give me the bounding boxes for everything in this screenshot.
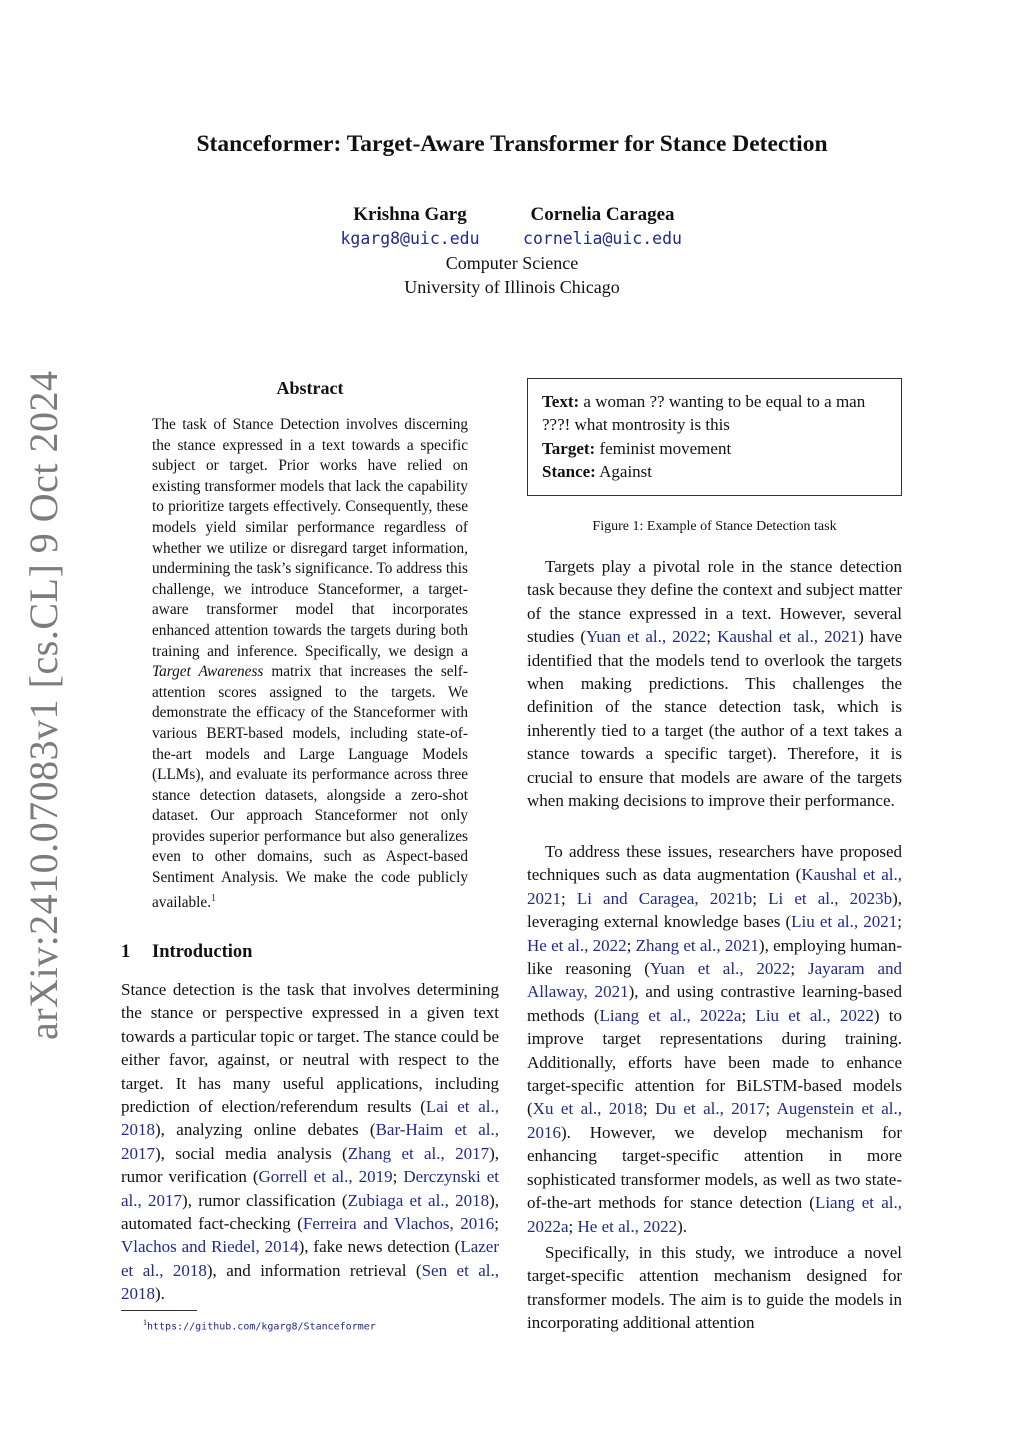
citation-link[interactable]: Liu et al., 2022 — [755, 1005, 874, 1025]
author-1 — [335, 203, 485, 251]
author-2 — [510, 203, 695, 251]
paragraph-text: ; — [561, 888, 577, 908]
citation-link[interactable]: Yuan et al., 2022 — [585, 627, 707, 647]
paragraph-text: Targets play a pivotal role in the stance detection task because they define the context and subject matter of the stance expressed in a text. However, several studies ( — [527, 557, 902, 647]
citation-link[interactable]: Kaushal et al., 2021 — [527, 865, 902, 908]
citation-link[interactable]: Jayaram and Allaway, 2021 — [527, 959, 902, 1002]
citation-link[interactable]: Lazer et al., 2018 — [121, 1237, 499, 1280]
paragraph-text: ), fake news detection ( — [298, 1237, 461, 1257]
citation-link[interactable]: Li and Caragea, 2021b — [576, 888, 753, 908]
paragraph-text: ), analyzing online debates ( — [155, 1120, 376, 1140]
citation-link[interactable]: Kaushal et al., 2021 — [717, 627, 859, 647]
section-heading-introduction — [121, 942, 252, 963]
intro-paragraph-1 — [121, 978, 499, 1306]
affiliation-university: University of Illinois Chicago — [404, 277, 620, 297]
citation-link[interactable]: Zhang et al., 2017 — [347, 1143, 490, 1163]
paragraph-text: ), rumor classification ( — [182, 1190, 348, 1210]
footnote — [143, 1316, 376, 1334]
affiliation — [0, 251, 1024, 299]
author-1-name: Krishna Garg — [353, 204, 467, 225]
paragraph-text: ), leveraging external knowledge bases ( — [527, 888, 902, 932]
paragraph-text: ; — [626, 935, 636, 955]
abstract-text-part2: matrix that increases the self-attention scores assigned to the targets. We demonstrate the efficacy of the Stanceformer with various BERT-based models, including state-of-the-art models and Large Language Models (LLMs), and evaluate its performance across three stance detection datasets, alongside a zero-shot dataset. Our approach Stanceformer not only provides superior performance but also generalizes even to other domains, such as Aspect-based Sentiment Analysis. We make the code publicly available. — [152, 663, 468, 911]
footnote-reference[interactable]: 1 — [211, 892, 217, 904]
citation-link[interactable]: Derczynski et al., 2017 — [121, 1167, 499, 1210]
paragraph-text: ; — [752, 888, 769, 908]
example-target-value: feminist movement — [599, 438, 732, 458]
paragraph-text: ; — [392, 1167, 404, 1187]
paragraph-text: ; — [790, 959, 808, 979]
paragraph-text: ). — [155, 1284, 165, 1304]
author-2-email-link[interactable]: cornelia@uic.edu — [523, 229, 682, 248]
example-text-value: a woman ?? wanting to be equal to a man ???! what montrosity is this — [542, 392, 866, 435]
citation-link[interactable]: Augenstein et al., 2016 — [527, 1099, 902, 1142]
paragraph-text: ; — [642, 1099, 656, 1119]
citation-link[interactable]: Ferreira and Vlachos, 2016 — [302, 1214, 495, 1234]
citation-link[interactable]: Zhang et al., 2021 — [635, 935, 759, 955]
example-text-row — [542, 390, 887, 437]
footnote-mark: 1 — [143, 1318, 147, 1327]
abstract-text-part1: The task of Stance Detection involves discerning the stance expressed in a text towards a specific subject or target. Prior works have relied on existing transformer models that lack the capability to prioritize targets effectively. Consequently, these models yield similar performance regardless of whether we utilize or disregard target information, undermining the task’s significance. To address this challenge, we introduce Stanceformer, a target-aware transformer model that incorporates enhanced attention towards the targets during both training and inference. Specifically, we design a — [152, 416, 468, 660]
citation-link[interactable]: Liang et al., 2022a — [527, 1193, 902, 1236]
author-2-name: Cornelia Caragea — [530, 204, 675, 225]
paragraph-text: To address these issues, researchers have proposed techniques such as data augmentation ( — [527, 842, 902, 885]
example-text-label: Text: — [542, 392, 580, 411]
paragraph-text: ). — [677, 1216, 688, 1236]
citation-link[interactable]: Liu et al., 2021 — [791, 912, 898, 932]
intro-paragraph-4 — [527, 1241, 902, 1335]
affiliation-department: Computer Science — [445, 253, 579, 273]
paragraph-text: ; — [897, 912, 902, 932]
footnote-url-link[interactable]: https://github.com/kgarg8/Stanceformer — [147, 1321, 376, 1333]
paragraph-text: ) have identified that the models tend to overlook the targets when making predictions. This challenges the definition of the stance detection task, which is inherently tied to a target (the author of a text takes a stance towards a specific target). Therefore, it is crucial to ensure that models are aware of the targets when making decisions to improve their performance. — [527, 627, 902, 811]
paragraph-text: ), rumor verification ( — [121, 1143, 499, 1187]
citation-link[interactable]: Xu et al., 2018 — [532, 1099, 643, 1119]
citation-link[interactable]: Li et al., 2023b — [768, 888, 893, 908]
paragraph-text: Specifically, in this study, we introduce a novel target-specific attention mechanism designed for transformer models. The aim is to guide the models in incorporating additional attention — [527, 1243, 902, 1333]
example-target-row — [542, 437, 887, 460]
citation-link[interactable]: Zubiaga et al., 2018 — [347, 1190, 490, 1210]
citation-link[interactable]: Yuan et al., 2022 — [649, 959, 791, 979]
paragraph-text: ; — [765, 1099, 777, 1119]
paragraph-text: ; — [494, 1214, 499, 1234]
citation-link[interactable]: He et al., 2022 — [577, 1216, 678, 1236]
abstract-body — [152, 415, 468, 913]
example-target-label: Target: — [542, 438, 596, 458]
abstract-italic-term: Target Awareness — [152, 663, 264, 681]
citation-link[interactable]: Liang et al., 2022a — [599, 1005, 742, 1025]
paragraph-text: ) to improve target representations during training. Additionally, efforts have been made to enhance target-specific attention for BiLSTM-based models ( — [527, 1005, 902, 1119]
section-title: Introduction — [152, 942, 253, 962]
paragraph-text: ), employing human-like reasoning ( — [527, 935, 903, 979]
paragraph-text: ), and information retrieval ( — [206, 1260, 422, 1280]
example-stance-row — [542, 460, 887, 483]
section-number: 1 — [121, 942, 131, 962]
paragraph-text: ). However, we develop mechanism for enhancing target-specific attention in more sophisticated transformer models, as well as two state-of-the-art methods for stance detection ( — [527, 1122, 902, 1213]
paper-title: Stanceformer: Target-Aware Transformer for Stance Detection — [196, 131, 828, 157]
intro-paragraph-3 — [527, 840, 902, 1238]
figure-1-example-box — [527, 378, 902, 496]
citation-link[interactable]: Vlachos and Riedel, 2014 — [121, 1237, 299, 1257]
paragraph-text: Stance detection is the task that involves determining the stance or perspective expressed in a given text towards a particular topic or target. The stance could be either favor, against, or neutral with respect to the target. It has many useful applications, including prediction of election/referendum results ( — [121, 980, 499, 1117]
figure-1-caption: Figure 1: Example of Stance Detection task — [592, 519, 837, 534]
example-stance-label: Stance: — [542, 462, 596, 482]
paragraph-text: ), social media analysis ( — [155, 1143, 348, 1163]
paragraph-text: ; — [706, 627, 718, 647]
citation-link[interactable]: Gorrell et al., 2019 — [258, 1167, 393, 1187]
citation-link[interactable]: Sen et al., 2018 — [121, 1260, 499, 1304]
paragraph-text: ), and using contrastive learning-based methods ( — [527, 982, 902, 1025]
citation-link[interactable]: Du et al., 2017 — [655, 1099, 766, 1119]
paragraph-text: ), automated fact-checking ( — [121, 1190, 499, 1234]
footnote-divider — [121, 1310, 197, 1311]
abstract-heading: Abstract — [276, 378, 344, 398]
author-1-email-link[interactable]: kgarg8@uic.edu — [340, 229, 480, 248]
paragraph-text: ; — [568, 1216, 578, 1236]
citation-link[interactable]: Lai et al., 2018 — [121, 1097, 499, 1140]
citation-link[interactable]: He et al., 2022 — [527, 935, 627, 955]
example-stance-value: Against — [599, 462, 653, 482]
citation-link[interactable]: Bar-Haim et al., 2017 — [121, 1120, 499, 1163]
arxiv-identifier-stamp: arXiv:2410.07083v1 [cs.CL] 9 Oct 2024 — [21, 370, 66, 1040]
intro-paragraph-2 — [527, 555, 902, 812]
paragraph-text: ; — [741, 1005, 756, 1025]
